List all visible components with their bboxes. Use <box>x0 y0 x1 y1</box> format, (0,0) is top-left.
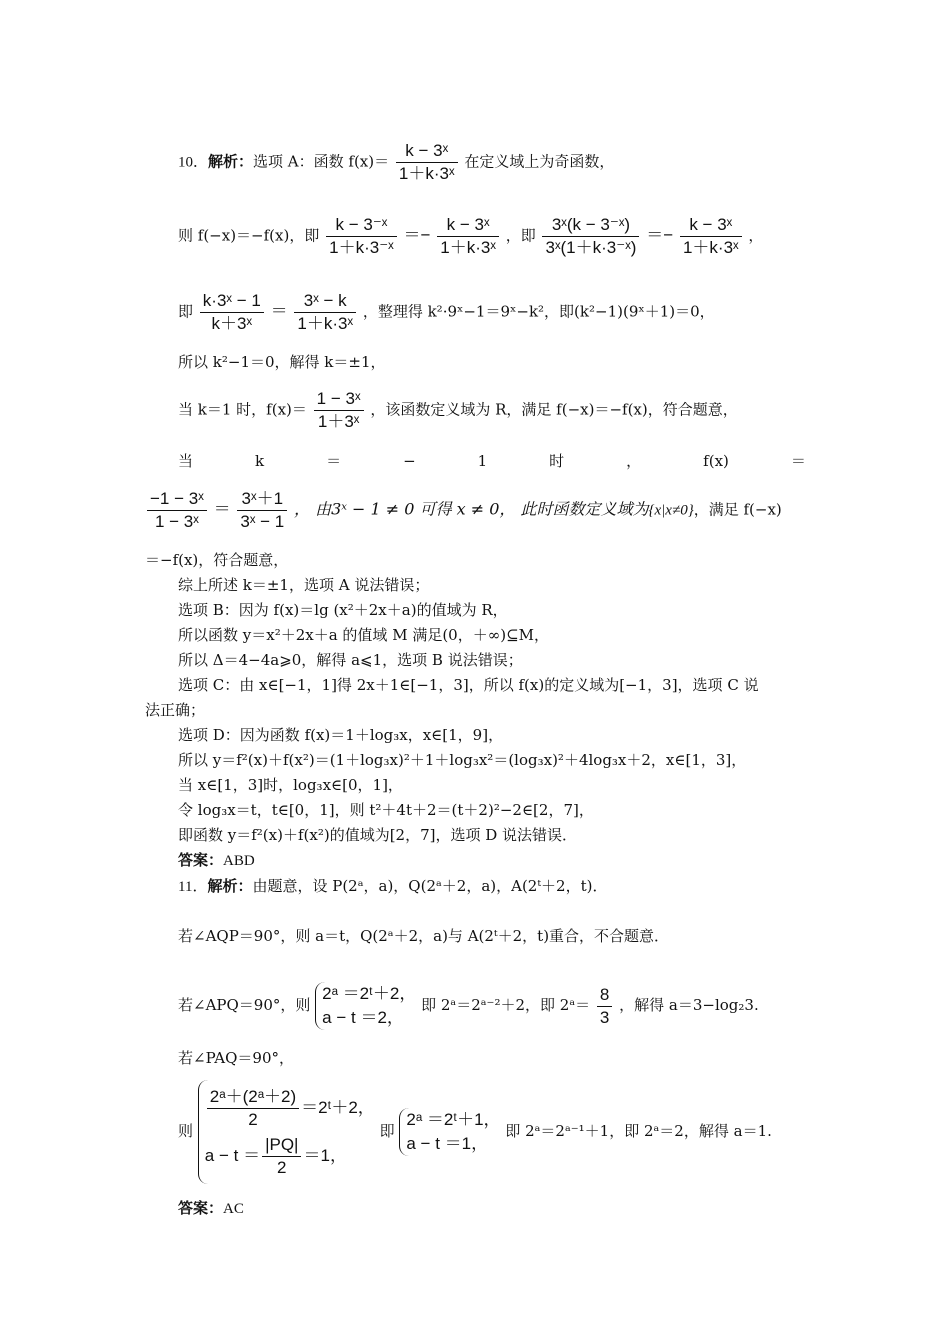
q10-line-7 <box>145 488 782 533</box>
q11-line-4: 若∠PAQ＝90°， <box>178 1049 295 1067</box>
fraction <box>396 140 458 185</box>
q10-line-12: 所以 Δ＝4−4a⩾0，解得 a⩽1，选项 B 说法错误； <box>178 651 523 669</box>
text: 若∠APQ＝90°，则 <box>178 996 311 1014</box>
numerator: 3ˣ − k <box>303 291 347 310</box>
text: ，解得 a＝3−log₂3. <box>619 996 759 1014</box>
text: 则 f(−x)＝−f(x)，即 <box>178 226 320 245</box>
q10-line-8: ＝−f(x)，符合题意， <box>145 551 289 569</box>
numerator: 3ˣ＋1 <box>241 489 284 508</box>
q10-line-18: 令 log₃x＝t，t∈[0，1]，则 t²＋4t＋2＝(t＋2)²−2∈[2，7]， <box>178 801 594 819</box>
justified-word: 当 <box>178 452 194 470</box>
q10-line-6 <box>178 451 806 471</box>
q10-line-3 <box>178 290 715 335</box>
numerator: k·3ˣ − 1 <box>202 291 261 310</box>
q10-line-5 <box>178 388 738 433</box>
text: ， <box>748 226 764 245</box>
fraction <box>237 488 287 533</box>
text: ，满足 f(−x) <box>693 500 782 519</box>
answer-value: AC <box>223 1201 244 1217</box>
equation: 2ᵃ ＝2ᵗ＋2， <box>322 984 417 1003</box>
numerator: k − 3ˣ <box>405 141 449 160</box>
q10-line-4: 所以 k²−1＝0，解得 k＝±1， <box>178 353 386 371</box>
fraction <box>314 388 364 433</box>
numerator: k − 3ˣ <box>689 215 733 234</box>
q10-line-16: 所以 y＝f²(x)＋f(x²)＝(1＋log₃x)²＋1＋log₃x²＝(log₃x)²＋4log₃x＋2，x∈[1，3]， <box>178 751 747 769</box>
text: ＝ <box>213 499 231 519</box>
text: ，整理得 k²·9ˣ−1＝9ˣ−k²，即(k²−1)(9ˣ＋1)＝0， <box>362 302 715 321</box>
text: ＝− <box>403 225 431 245</box>
fraction <box>680 214 742 259</box>
equation: 2ᵃ ＝2ᵗ＋1， <box>406 1110 501 1129</box>
q11-line-2: 若∠AQP＝90°，则 a＝t，Q(2ᵃ＋2，a)与 A(2ᵗ＋2，t)重合，不合题意． <box>178 927 670 945</box>
q10-line-14: 法正确； <box>145 701 206 719</box>
fraction <box>294 290 356 335</box>
q10-line-9: 综上所述 k＝±1，选项 A 说法错误； <box>178 576 430 594</box>
denominator: 2 <box>262 1156 301 1179</box>
text: ＝ <box>270 301 288 321</box>
equation <box>205 1084 375 1132</box>
justified-word: ＝ <box>326 452 342 470</box>
justified-word: ， <box>626 452 642 470</box>
text: 由题意，设 P(2ᵃ，a)，Q(2ᵃ＋2，a)，A(2ᵗ＋2，t)． <box>252 877 608 895</box>
denominator: 2 <box>207 1108 299 1131</box>
fraction <box>207 1086 299 1131</box>
numerator: 8 <box>599 984 610 1004</box>
q11-line-5 <box>178 1080 772 1184</box>
denominator: 3ˣ(1＋k·3⁻ˣ) <box>542 236 639 259</box>
fraction <box>437 214 499 259</box>
denominator: 1＋k·3ˣ <box>294 312 356 335</box>
equation: a − t ＝1， <box>406 1134 489 1153</box>
equation: a − t ＝2， <box>322 1008 404 1027</box>
denominator: 1＋k·3ˣ <box>437 236 499 259</box>
text: 即 2ᵃ＝2ᵃ⁻¹＋1，即 2ᵃ＝2，解得 a＝1. <box>505 1122 772 1140</box>
denominator: 3 <box>597 1006 612 1029</box>
text: ＝2ᵗ＋2， <box>301 1098 375 1117</box>
text: ，该函数定义域为 R，满足 f(−x)＝−f(x)，符合题意， <box>370 400 738 419</box>
numerator: k − 3ˣ <box>446 215 490 234</box>
analysis-label: 解析： <box>208 152 254 171</box>
analysis-label: 解析： <box>207 877 253 895</box>
q10-answer <box>178 850 255 871</box>
fraction <box>200 290 264 335</box>
q10-line-15: 选项 D：因为函数 f(x)＝1＋log₃x，x∈[1，9]， <box>178 726 504 744</box>
text: 当 k＝1 时，f(x)＝ <box>178 400 307 419</box>
text: ＝− <box>646 225 674 245</box>
set-notation: {x|x≠0} <box>648 502 694 519</box>
numerator: 1 − 3ˣ <box>316 389 361 408</box>
equation <box>205 1132 375 1180</box>
text: 选项 A：函数 f(x)＝ <box>253 152 390 171</box>
q10-line-2 <box>178 214 763 259</box>
denominator: 1＋k·3⁻ˣ <box>326 236 397 259</box>
question-number: 11． <box>178 879 208 895</box>
q10-line-1 <box>178 140 614 185</box>
q11-line-1 <box>178 876 607 897</box>
numerator: −1 − 3ˣ <box>150 489 204 508</box>
equation-system <box>399 1108 500 1156</box>
q10-line-17: 当 x∈[1，3]时，log₃x∈[0，1]， <box>178 776 403 794</box>
q11-line-3 <box>178 982 759 1030</box>
fraction <box>147 488 207 533</box>
numerator: 3ˣ(k − 3⁻ˣ) <box>551 215 631 234</box>
answer-value: ABD <box>223 853 255 869</box>
text: 则 <box>178 1122 194 1140</box>
denominator: k＋3ˣ <box>200 312 264 335</box>
fraction <box>262 1134 301 1179</box>
answer-label: 答案： <box>178 851 224 869</box>
numerator: k − 3⁻ˣ <box>335 215 388 234</box>
justified-word: 1 <box>477 452 488 470</box>
text: 即 2ᵃ＝2ᵃ⁻²＋2，即 2ᵃ＝ <box>421 996 591 1014</box>
fraction <box>597 984 612 1029</box>
justified-word: f(x) <box>703 452 729 470</box>
denominator: 3ˣ − 1 <box>237 510 287 533</box>
question-number: 10． <box>178 154 209 171</box>
denominator: 1＋3ˣ <box>314 410 364 433</box>
text: ， 由3ˣ − 1 ≠ 0 可得 x ≠ 0， 此时函数定义域为 <box>294 499 649 519</box>
q10-line-19: 即函数 y＝f²(x)＋f(x²)的值域为[2，7]，选项 D 说法错误． <box>178 826 578 844</box>
denominator: 1＋k·3ˣ <box>396 162 458 185</box>
equation-system <box>198 1080 375 1184</box>
q10-line-11: 所以函数 y＝x²＋2x＋a 的值域 M 满足(0，＋∞)⊆M， <box>178 626 549 644</box>
text: ，即 <box>505 226 536 245</box>
justified-word: k <box>255 452 265 470</box>
q10-line-13: 选项 C：由 x∈[−1，1]得 2x＋1∈[−1，3]，所以 f(x)的定义域为[−1，3]，选项 C 说 <box>178 676 759 694</box>
text: 即 <box>379 1122 395 1140</box>
text: ＝1， <box>303 1146 347 1165</box>
numerator: 2ᵃ＋(2ᵃ＋2) <box>209 1087 297 1107</box>
justified-word: 时 <box>549 452 565 470</box>
justified-word: − <box>403 452 416 470</box>
answer-label: 答案： <box>178 1199 224 1217</box>
q11-answer <box>178 1198 244 1219</box>
justified-word: ＝ <box>790 452 806 470</box>
fraction <box>542 214 639 259</box>
denominator: 1＋k·3ˣ <box>680 236 742 259</box>
text: a − t ＝ <box>204 1146 261 1165</box>
numerator: |PQ| <box>265 1135 299 1155</box>
equation-system <box>315 982 416 1030</box>
text: 即 <box>178 302 194 321</box>
fraction <box>326 214 397 259</box>
denominator: 1 − 3ˣ <box>147 510 207 533</box>
text: 在定义域上为奇函数， <box>464 152 615 171</box>
q10-line-10: 选项 B：因为 f(x)＝lg (x²＋2x＋a)的值域为 R， <box>178 601 508 619</box>
